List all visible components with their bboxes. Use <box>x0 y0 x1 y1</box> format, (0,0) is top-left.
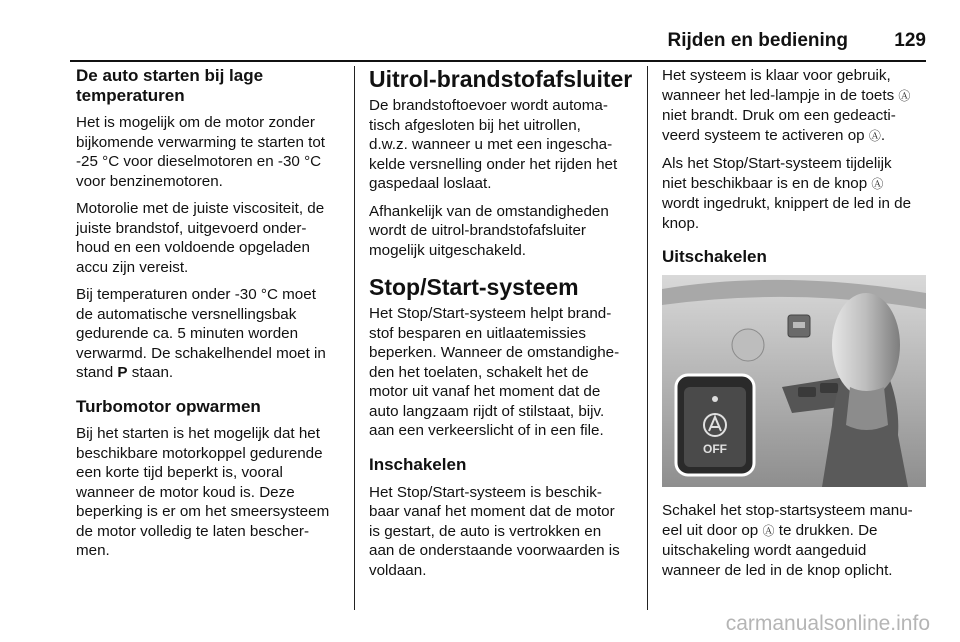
paragraph: Het systeem is klaar voor gebruik, wanneer het led-lampje in de toets Ⓐ niet brandt. Druk om een gedeacti- veerd systeem te activeren op Ⓐ. <box>662 67 911 144</box>
stop-start-button-icon: Ⓐ <box>762 523 775 538</box>
off-label: OFF <box>703 442 727 456</box>
watermark: carmanualsonline.info <box>725 612 930 635</box>
paragraph: Bij temperaturen onder -30 °C moet de automatische versnellingsbak gedurende ca. 5 minuten worden verwarmd. De schakelhendel moet in stand P staan. <box>76 286 326 381</box>
paragraph: Bij het starten is het mogelijk dat het beschikbare motorkoppel gedurende een korte tijd beperkt is, vooral wanneer de motor koud is. Deze beperking is er om het smeersysteem de motor volledig te laten bescher- men. <box>76 425 330 559</box>
paragraph: Het Stop/Start-systeem is beschik- baar vanaf het moment dat de motor is gestart, de auto is vertrokken en aan de onderstaande voorwaarden is voldaan. <box>369 483 620 579</box>
heading-cold-start: De auto starten bij lage temperaturen <box>76 66 264 105</box>
heading-disable: Uitschakelen <box>662 247 767 266</box>
column-2 <box>369 66 635 588</box>
led-indicator <box>712 396 718 402</box>
paragraph: De brandstoftoevoer wordt automa- tisch afgesloten bij het uitrollen, d.w.z. wanneer u met een ingescha- kelde versnelling onder het rijden het gaspedaal loslaat. <box>369 97 618 192</box>
stop-start-button-icon: Ⓐ <box>898 88 911 103</box>
stop-start-button-icon: Ⓐ <box>871 176 884 191</box>
paragraph: Afhankelijk van de omstandigheden wordt de uitrol-brandstofafsluiter mogelijk uitgeschakeld. <box>369 202 609 259</box>
paragraph: Het is mogelijk om de motor zonder bijkomende verwarming te starten tot -25 °C voor dieselmotoren en -30 °C voor benzinemotoren. <box>76 114 326 190</box>
page-header <box>70 28 926 62</box>
column-3 <box>662 66 928 588</box>
paragraph: Motorolie met de juiste viscositeit, de juiste brandstof, uitgevoerd onder- houd en een voldoende opgeladen accu zijn vereist. <box>76 200 325 276</box>
gear-lever <box>832 293 900 397</box>
paragraph: Het Stop/Start-systeem helpt brand- stof besparen en uitlaatemissies beperken. Wanneer de omstandighe- den het toelaten, schakelt het de motor uit vanaf het moment dat de auto langzaam rijdt of stilstaat, bijv. aan een verkeerslicht of in een file. <box>369 305 620 439</box>
heading-turbo: Turbomotor opwarmen <box>76 396 261 416</box>
column-divider <box>354 66 355 610</box>
gear-console-photo <box>662 275 926 487</box>
section-title: Rijden en bediening <box>667 30 848 51</box>
column-divider <box>647 66 648 610</box>
paragraph: Schakel het stop-startsysteem manu- eel uit door op Ⓐ te drukken. De uitschakeling wordt aangeduid wanneer de led in de knop oplicht. <box>662 502 913 579</box>
heading-fuel-cutoff: Uitrol-brandstofafsluiter <box>369 66 633 92</box>
console-illustration <box>662 275 926 487</box>
page-number: 129 <box>894 30 926 51</box>
paragraph: Als het Stop/Start-systeem tijdelijk niet beschikbaar is en de knop Ⓐ wordt ingedrukt, knippert de led in de knop. <box>662 155 912 232</box>
heading-enable: Inschakelen <box>369 454 467 474</box>
heading-stop-start: Stop/Start-systeem <box>369 274 579 300</box>
stop-start-button-icon: Ⓐ <box>868 128 881 143</box>
column-1 <box>76 66 348 569</box>
